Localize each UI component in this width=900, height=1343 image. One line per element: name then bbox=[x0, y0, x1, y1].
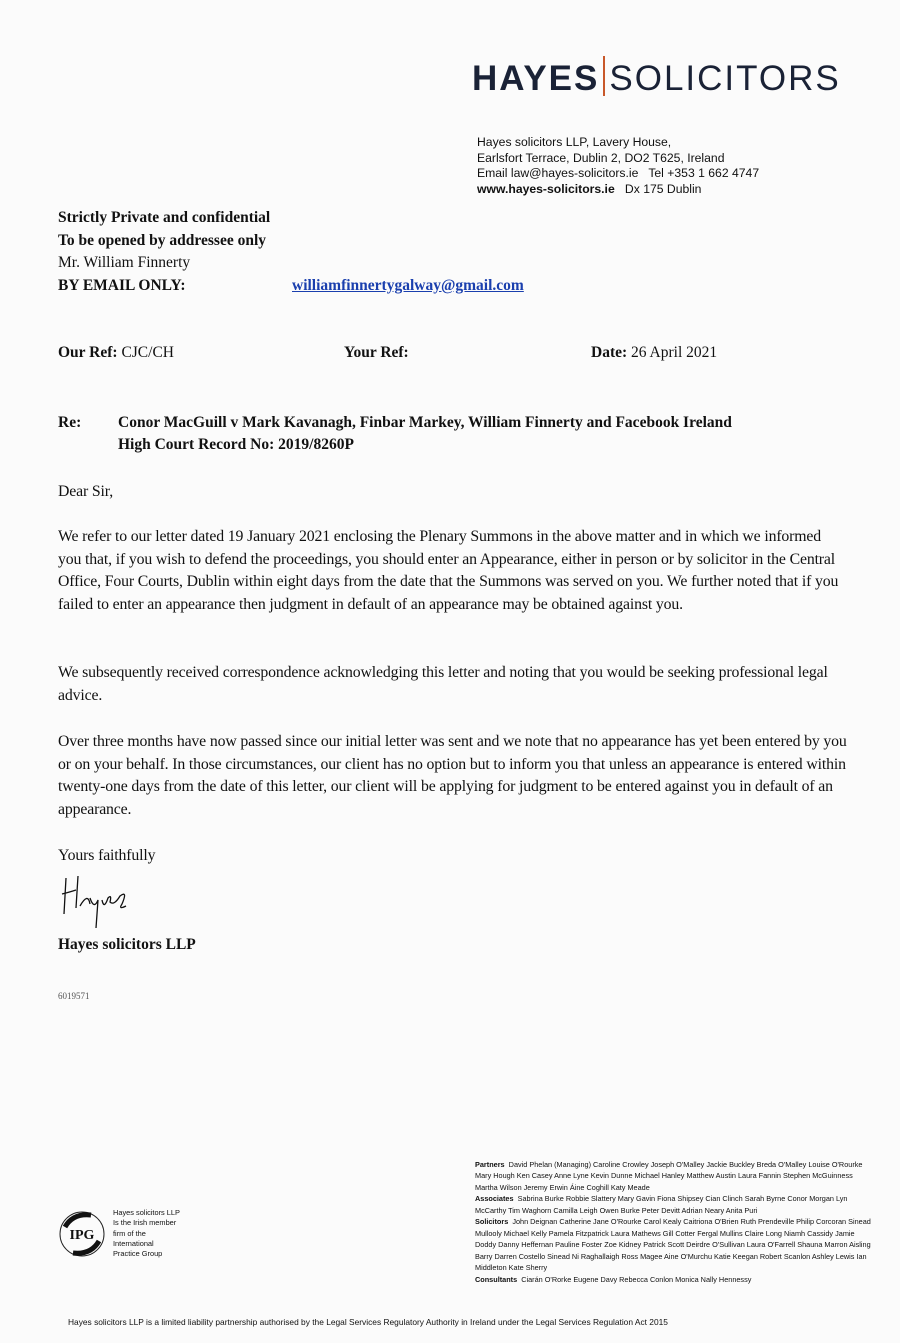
your-ref-label: Your Ref: bbox=[344, 344, 409, 361]
svg-text:IPG: IPG bbox=[69, 1228, 95, 1243]
our-ref bbox=[58, 344, 174, 362]
addressee-name: Mr. William Finnerty bbox=[58, 254, 191, 271]
ipg-logo-icon bbox=[55, 1207, 109, 1261]
salutation: Dear Sir, bbox=[58, 483, 114, 500]
delivery-label: BY EMAIL ONLY: bbox=[58, 276, 186, 294]
regulatory-footer: Hayes solicitors LLP is a limited liability partnership authorised by the Legal Services Regulatory Authority in Ireland under the Legal Services Regulation Act 2015 bbox=[68, 1317, 668, 1327]
partners-names: David Phelan (Managing) Caroline Crowley Joseph O'Malley Jackie Buckley Breda O'Malley Louise O'Rourke Mary Hough Ken Casey Anne Lyne Kevin Dunne Michael Hanley Matthew Austin Laura Fannin Stephen McGuinness Martha Wilson Jeremy Erwin Áine Coghill Katy Meade bbox=[475, 1160, 863, 1192]
signatory-name: Hayes solicitors LLP bbox=[58, 936, 196, 953]
logo-right-text: SOLICITORS bbox=[609, 59, 841, 98]
date-value: 26 April 2021 bbox=[631, 344, 718, 361]
subject-block bbox=[58, 412, 732, 456]
ipg-line: firm of the bbox=[113, 1228, 146, 1238]
addressee-block bbox=[58, 207, 524, 297]
firm-logo bbox=[472, 56, 841, 99]
your-ref bbox=[344, 344, 409, 362]
address-line: Earlsfort Terrace, Dublin 2, DO2 T625, Ireland bbox=[477, 150, 725, 165]
associates-names: Sabrina Burke Robbie Slattery Mary Gavin Fiona Shipsey Cian Clinch Sarah Byrne Conor Morgan Lyn McCarthy Tim Waghorn Camilla Leigh Owen Burke Peter Devitt Adrian Neary Anita Puri bbox=[475, 1194, 848, 1215]
case-title: Conor MacGuill v Mark Kavanagh, Finbar Markey, William Finnerty and Facebook Ireland bbox=[118, 414, 732, 431]
associates-label: Associates bbox=[475, 1194, 514, 1204]
solicitors-names: John Deignan Catherine Jane O'Rourke Carol Kealy Caitriona O'Brien Ruth Prendeville Philip Corcoran Sinead Mullooly Michael Kelly Pamela Fitzpatrick Laura Mathews Gill Cotter Fergal Mullins Claire Long Niamh Cassidy Jamie Doddy Danny Heffernan Pauline Foster Zoe Kidney Patrick Scott Deirdre O'Sullivan Laura O'Farrell Shauna Marron Aisling Barry Darren Costello Sinead Ni Raghallaigh Ross Magee Aine O'Murchu Katie Keegan Robert Scanlon Ashley Lewis Ian Middleton Kate Sherry bbox=[475, 1217, 871, 1273]
logo-left-text: HAYES bbox=[472, 59, 600, 98]
firm-address bbox=[477, 135, 759, 197]
consultants-names: Ciarán O'Rorke Eugene Davy Rebecca Conlon Monica Nally Hennessy bbox=[521, 1274, 752, 1284]
re-label: Re: bbox=[58, 414, 82, 431]
our-ref-label: Our Ref: bbox=[58, 344, 118, 361]
ipg-member-note bbox=[113, 1208, 180, 1259]
document-number: 6019571 bbox=[58, 991, 90, 1001]
address-line: Email law@hayes-solicitors.ie Tel +353 1 662 4747 bbox=[477, 166, 760, 180]
closing: Yours faithfully bbox=[58, 847, 156, 864]
signature-image bbox=[58, 870, 148, 930]
dx-number: Dx 175 Dublin bbox=[624, 181, 702, 196]
ipg-line: Is the Irish member bbox=[113, 1218, 177, 1228]
paragraph-1: We refer to our letter dated 19 January 2021 enclosing the Plenary Summons in the above matter and in which we informed you that, if you wish to defend the proceedings, you should enter an Appearance, either in person or by solicitor in the Central Office, Four Courts, Dublin within eight days from the date that the Summons was served on you. We further noted that if you failed to enter an appearance then judgment in default of an appearance may be obtained against you. bbox=[58, 528, 839, 614]
logo-divider bbox=[603, 56, 605, 96]
partners-label: Partners bbox=[475, 1160, 505, 1169]
confidential-notice: Strictly Private and confidential bbox=[58, 209, 271, 226]
date-label: Date: bbox=[591, 344, 628, 361]
ipg-line: Practice Group bbox=[113, 1249, 163, 1259]
our-ref-value: CJC/CH bbox=[121, 344, 174, 361]
website-link[interactable]: www.hayes-solicitors.ie bbox=[477, 181, 615, 196]
ipg-line: Hayes solicitors LLP bbox=[113, 1208, 180, 1217]
paragraph-3: Over three months have now passed since our initial letter was sent and we note that no appearance has yet been entered by you or on your behalf. In those circumstances, our client has no option but to inform you that unless an appearance is entered within twenty-one days from the date of this letter, our client will be applying for judgment to be entered against you in default of an appearance. bbox=[58, 733, 847, 819]
consultants-label: Consultants bbox=[475, 1274, 518, 1284]
addressee-only-notice: To be opened by addressee only bbox=[58, 231, 267, 249]
solicitors-label: Solicitors bbox=[475, 1217, 509, 1227]
firm-people-list bbox=[475, 1159, 875, 1285]
letter-date bbox=[591, 344, 717, 362]
ipg-line: International bbox=[113, 1238, 154, 1248]
paragraph-2: We subsequently received correspondence acknowledging this letter and noting that you would be seeking professional legal advice. bbox=[58, 664, 828, 704]
addressee-email-link[interactable]: williamfinnertygalway@gmail.com bbox=[292, 276, 524, 294]
address-line: Hayes solicitors LLP, Lavery House, bbox=[477, 135, 672, 149]
record-number: High Court Record No: 2019/8260P bbox=[118, 436, 354, 453]
